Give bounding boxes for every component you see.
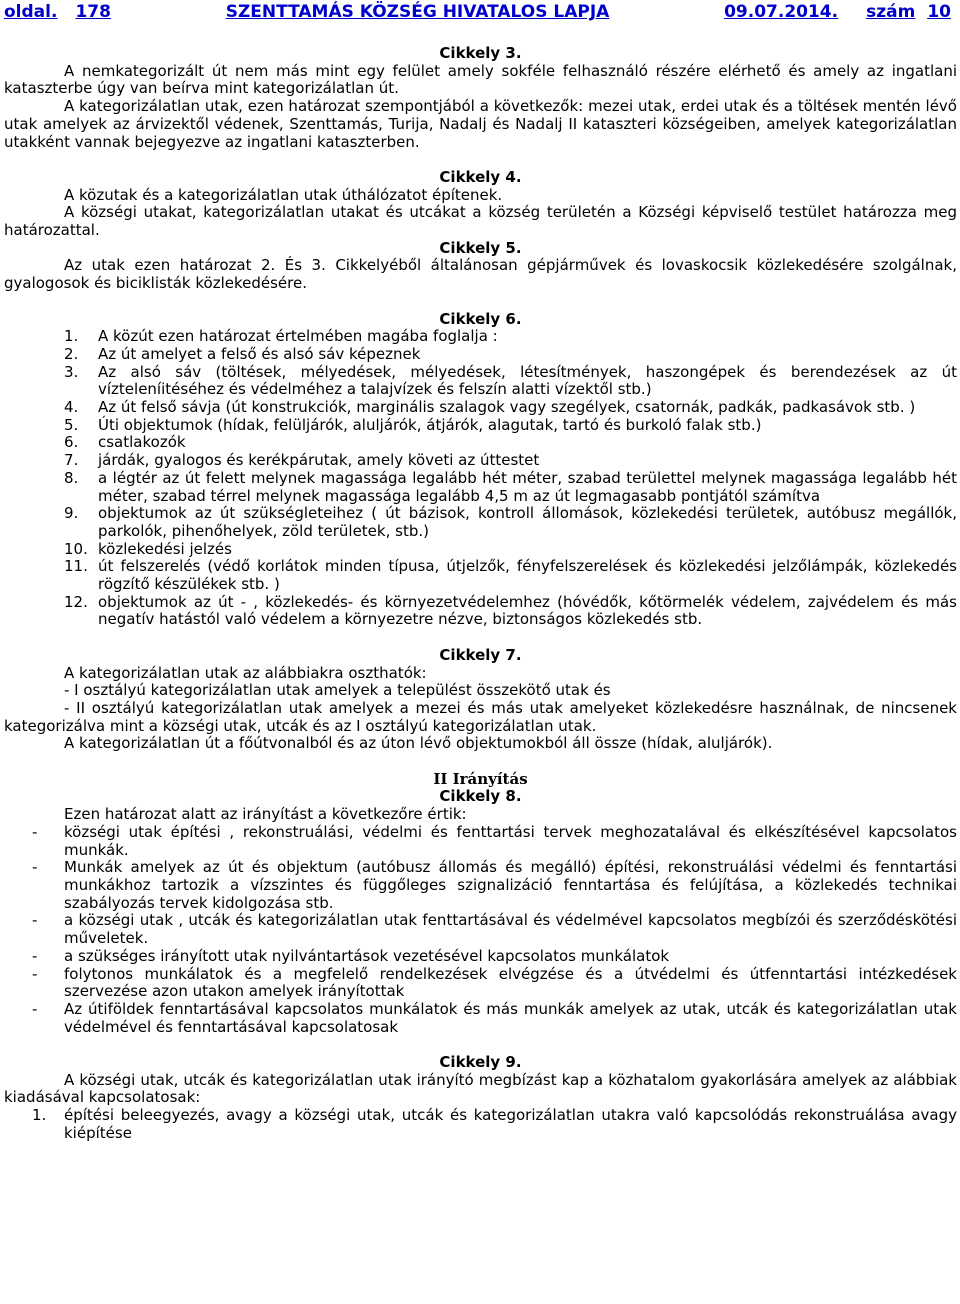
list-item: 6. csatlakozók bbox=[64, 433, 186, 452]
article-6-list bbox=[4, 328, 957, 629]
list-item: - községi utak építési , rekonstruálási, védelmi és fenttartási tervek meghozatalával és elkészítésével kapcsolatos munkák. bbox=[32, 822, 957, 859]
list-item: - a községi utak , utcák és kategorizálatlan utak fenttartásával és védelmével kapcsolatos megbízói és szerződéskötési műveletek. bbox=[32, 911, 957, 948]
list-item: - folytonos munkálatok és a megfelelő rendelkezések elvégzése és a útvédelmi és útfenntartási intézkedések szervezése azon utakon amelyek irányítottak bbox=[32, 964, 957, 1001]
list-item: - Munkák amelyek az út és objektum (autóbusz állomás és megálló) építési, rekonstruálási védelmi és fenntartási munkákhoz tartozik a vízszintes és függőleges szignalizáció fenntartása és felújítása, a közlekedés technikai szabályozás tervek kidolgozása stb. bbox=[32, 858, 957, 912]
list-item: 2. Az út amelyet a felső és alsó sáv képeznek bbox=[64, 344, 421, 363]
page-header bbox=[4, 2, 957, 22]
article-4-paragraph-2: A községi utakat, kategorizálatlan utakat és utcákat a község területén a Községi képviselő testület határozza meg határozattal. bbox=[4, 203, 957, 240]
article-6-title: Cikkely 6. bbox=[439, 309, 522, 328]
article-3-title: Cikkely 3. bbox=[439, 44, 522, 62]
issue-number: 10 bbox=[927, 2, 951, 22]
list-item: 12. objektumok az út - , közlekedés- és környezetvédelemhez (hóvédők, kőtörmelék védelem, zajvédelem és más negatív hatástól való védelem a környezetre nézve, biztonságos közlekedés stb. bbox=[64, 592, 957, 629]
page-number: 178 bbox=[75, 2, 111, 22]
article-5-paragraph-1: Az utak ezen határozat 2. És 3. Cikkelyéből általánosan gépjárművek és lovaskocsik közlekedésére szolgálnak, gyalogosok és biciklisták közlekedésére. bbox=[4, 256, 957, 293]
list-item: 4. Az út felső sávja (út konstrukciók, marginális szalagok vagy szegélyek, csatornák, padkák, padkasávok stb. ) bbox=[64, 398, 916, 417]
list-item: 1. A közút ezen határozat értelmében magába foglalja : bbox=[64, 327, 498, 346]
list-item: 5. Úti objektumok (hídak, felüljárók, aluljárók, átjárók, alagutak, tartó és burkoló falak stb.) bbox=[64, 415, 762, 434]
list-item: 9. objektumok az út szükségleteihez ( út bázisok, kontroll állomások, közlekedési területek, autóbusz megállók, parkolók, pihenőhelyek, zöld területek, stb.) bbox=[64, 504, 957, 540]
list-item: 7. járdák, gyalogos és kerékpárutak, amely követi az úttestet bbox=[64, 451, 540, 470]
article-3-paragraph-1: A nemkategorizált út nem más mint egy felület amely sokféle felhasználó részére elérhető és amely az ingatlani kataszterbe úgy van beírva mint kategorizálatlan út. bbox=[4, 61, 957, 98]
article-7-title: Cikkely 7. bbox=[439, 645, 522, 664]
page-label: oldal. bbox=[4, 2, 58, 22]
publication-title: SZENTTAMÁS KÖZSÉG HIVATALOS LAPJA bbox=[225, 2, 610, 22]
article-7-paragraph-3: - II osztályú kategorizálatlan utak amelyek a mezei és más utak amelyeket közlekedésre használnak, de nincsenek kategorizálva mint a községi utak, utcák és az I osztályú kategorizálatlan utak. bbox=[4, 698, 957, 735]
section-2-heading: II Irányítás bbox=[433, 769, 528, 788]
list-item: 3. Az alsó sáv (töltések, mélyedések, mélyedések, létesítmények, haszongépek és berendezések az út vízteleníitéséhez és védelméhez a talajvízek és felszín alatti vízektől stb.) bbox=[64, 362, 957, 399]
article-8-intro: Ezen határozat alatt az irányítást a következőre értik: bbox=[64, 805, 467, 824]
list-item: - Az útiföldek fenntartásával kapcsolatos munkálatok és más munkák amelyek az utak, utcák és kategorizálatlan utak védelmével és fenntartásával kapcsolatosak bbox=[32, 999, 957, 1036]
issue-date: 09.07.2014. bbox=[724, 2, 839, 22]
article-7-paragraph-1: A kategorizálatlan utak az alábbiakra oszthatók: bbox=[64, 663, 427, 682]
article-8-list bbox=[4, 824, 957, 1036]
article-4-paragraph-1: A közutak és a kategorizálatlan utak úthálózatot építenek. bbox=[64, 185, 503, 204]
article-5-title: Cikkely 5. bbox=[439, 238, 522, 257]
issue-label: szám bbox=[866, 2, 916, 22]
article-9-title: Cikkely 9. bbox=[439, 1053, 522, 1071]
article-7-paragraph-2: - I osztályú kategorizálatlan utak amelyek a települést összekötő utak és bbox=[64, 681, 611, 700]
list-item: 10. közlekedési jelzés bbox=[64, 539, 232, 558]
list-item: - a szükséges irányított utak nyilvántartások vezetésével kapcsolatos munkálatok bbox=[32, 946, 670, 965]
article-7-paragraph-4: A kategorizálatlan út a főútvonalból és az úton lévő objektumokból áll össze (hídak, aluljárók). bbox=[64, 734, 773, 753]
list-item: 1. építési beleegyezés, avagy a községi utak, utcák és kategorizálatlan utakra való kapcsolódás rekonstruálása avagy kiépítése bbox=[32, 1106, 957, 1142]
document-page bbox=[4, 2, 957, 1143]
article-4-title: Cikkely 4. bbox=[439, 167, 522, 186]
list-item: 11. út felszerelés (védő korlátok minden típusa, útjelzők, fényfelszerelések és közlekedési jelzőlámpák, közlekedés rögzítő készülékek stb. ) bbox=[64, 557, 957, 594]
article-9-paragraph-1: A községi utak, utcák és kategorizálatlan utak irányító megbízást kap a közhatalom gyakorlására amelyek az alábbiak kiadásával kapcsolatosak: bbox=[4, 1070, 957, 1107]
list-item: 8. a légtér az út felett melynek magassága legalább hét méter, szabad területtel melynek magassága legalább hét méter, szabad térrel melynek magassága legalább 4,5 m az út legmagasabb pontjától számítva bbox=[64, 468, 957, 505]
article-9-list bbox=[4, 1107, 957, 1142]
article-8-title: Cikkely 8. bbox=[439, 787, 522, 806]
article-3-paragraph-2: A kategorizálatlan utak, ezen határozat szempontjából a következők: mezei utak, erdei utak és a töltések mentén lévő utak amelyek az árvizektől védenek, Szenttamás, Turija, Nadalj és Nadalj II kataszteri községeiben, amelyek kategorizálatlan utakként vannak bejegyezve az ingatlani kataszterben. bbox=[4, 97, 957, 151]
